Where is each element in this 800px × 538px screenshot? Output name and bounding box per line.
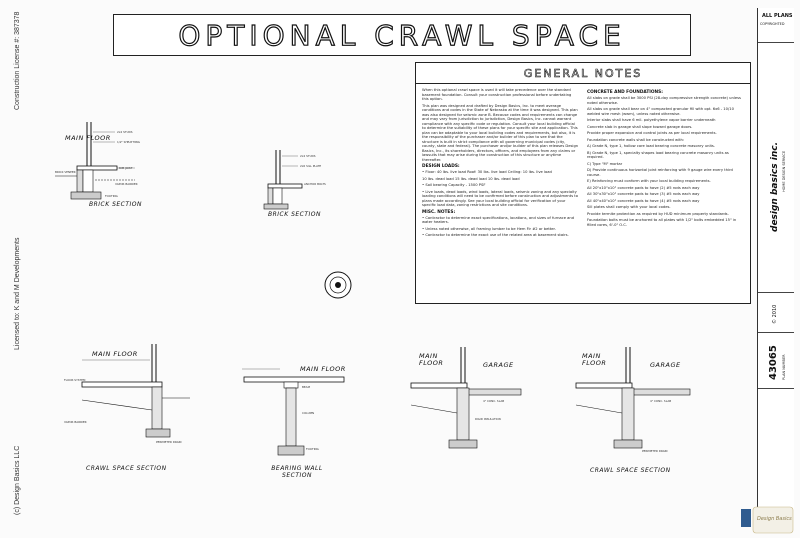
detail-5-callout-slab: 4" CONC. SLAB	[483, 399, 505, 403]
detail-3-callout-drain: PERIMETER DRAIN	[156, 440, 182, 444]
detail-1-callout-vapor: VAPOR BARRIER	[115, 182, 138, 186]
detail-5-callout-insulation: RIGID INSULATION	[475, 417, 501, 421]
right-paragraph-3: Interior slabs shall have 6 mil. polyethylene vapor barrier underneath	[587, 118, 716, 122]
right-paragraph-9: C) Type "M" mortar	[587, 161, 623, 166]
right-paragraph-17: Foundation bolts must be anchored to all plates with 1/2" bolts embedded 15" in filled cores, 6'-0" O.C.	[587, 218, 737, 227]
left-paragraph-8: • Contractor to determine exact specifications, locations, and sizes of furnace and water heaters.	[422, 215, 575, 224]
right-paragraph-14: All 40"x40"x10" concrete pads to have (4) #5 rods each way	[587, 198, 700, 203]
detail-4-title: BEARING WALL SECTION	[271, 465, 323, 479]
detail-3-callout-vapor: VAPOR BARRIER	[64, 420, 87, 424]
tb-all-plans: ALL PLANS	[762, 13, 793, 19]
right-paragraph-15: Sill plates shall comply with your local codes.	[587, 205, 671, 209]
tb-plan-label: PLAN NUMBER	[782, 354, 786, 380]
left-heading-2: DESIGN LOADS:	[422, 164, 460, 169]
detail-2-callout-studs: 2x4 STUDS	[300, 154, 316, 158]
right-paragraph-8: B) Grade N, type 1, specialty shapes load bearing concrete masonry units as required.	[587, 150, 729, 159]
right-paragraph-12: All 20"x10"x10" concrete pads to have (2) #5 rods each way	[587, 185, 700, 190]
detail-6-title: CRAWL SPACE SECTION	[590, 467, 671, 474]
right-paragraph-11: E) Reinforcing must conform with your local building requirements.	[587, 179, 711, 183]
detail-crawl-space-section-2	[570, 345, 700, 480]
detail-6-floor-label: MAIN FLOOR	[582, 352, 607, 367]
detail-3-callout-floor-system: FLOOR SYSTEM	[64, 378, 86, 382]
left-paragraph-5: • Soil bearing Capacity - 1500 PSF	[422, 183, 486, 187]
licensed-to-text: Licensed to: K and M Developments	[14, 237, 21, 350]
license-text: Construction License #: 387378	[14, 11, 21, 110]
detail-4-callout-footing: FOOTING	[306, 447, 319, 451]
detail-4-callout-column: COLUMN	[302, 411, 315, 415]
detail-4-callout-beam: BEAM	[302, 385, 311, 389]
tb-copyrighted: COPYRIGHTED	[760, 22, 785, 26]
detail-bearing-wall-section	[240, 355, 360, 485]
tb-year: © 2010	[772, 304, 778, 324]
detail-5-garage-label: GARAGE	[483, 361, 514, 369]
tb-firm-name: design basics inc.	[770, 142, 780, 232]
copyright-text: (c) Design Basics LLC	[14, 445, 21, 515]
detail-3-title: CRAWL SPACE SECTION	[86, 465, 167, 472]
firm-logo	[741, 505, 795, 535]
left-heading-7: MISC. NOTES:	[422, 209, 456, 215]
right-heading-0: CONCRETE AND FOUNDATIONS:	[587, 90, 663, 95]
sheet-title-box	[113, 14, 691, 56]
detail-2-title: BRICK SECTION	[268, 211, 322, 218]
right-paragraph-5: Provide proper expansion and control joints as per local requirements.	[587, 131, 717, 135]
seal-graphic	[323, 270, 353, 300]
detail-2-callout-anchor: ANCHOR BOLTS	[304, 182, 326, 186]
logo-text: Design Basics	[757, 516, 792, 522]
left-paragraph-1: This plan was designed and drafted by Design Basics, Inc. to meet average conditions and codes in the State of Nebraska at the time it was designed. This plan was also designed for seismic zone B. Because codes and requirements can change and may vary from jurisdiction to jurisdiction, Design Basics, Inc. cannot warrant compliance with any specific code or regulation. Consult your local building official to determine the suitability of these plans for your specific site and application. This plan can be adaptable to your local building codes and requirements, but also, it is the responsibility of the purchaser and/or builder of this plan to see that the structure is built in strict compliance with all governing municipal codes (city, county, state and federal). The purchaser and/or builder of this plan releases Design Basics, Inc., its shareholders, directors, officers, and employees from any claims or lawsuits that may arise during the construction of this structure or anytime thereafter.	[422, 103, 579, 162]
detail-crawl-space-section-1	[60, 340, 190, 480]
general-notes-heading: GENERAL NOTES	[523, 66, 643, 80]
tb-plan-number: 43065	[768, 345, 779, 380]
detail-5-floor-label: MAIN FLOOR	[419, 352, 444, 367]
tb-year-cell	[758, 292, 794, 333]
right-paragraph-10: D) Provide continuous horizontal joint reinforcing with 9 gauge wire every third course.	[587, 168, 733, 177]
notes-right-column	[587, 88, 744, 240]
detail-6-garage-label: GARAGE	[650, 361, 681, 369]
left-paragraph-6: • Live loads, dead loads, wind loads, lateral loads, seismic zoning and any specialty loading conditions will need to be confirmed before construction and adjustments to plans made accordingly. See your local building official for verification of your specific load data, zoning restrictions and site conditions.	[422, 189, 578, 207]
tb-firm-sub: HOME DESIGN SERVICE	[782, 150, 786, 192]
detail-1-floor-label: MAIN FLOOR	[65, 134, 111, 142]
right-paragraph-4: Concrete slab in garage shall slope toward garage doors.	[587, 124, 693, 129]
detail-brick-section-1	[55, 120, 170, 210]
general-notes-panel	[415, 62, 751, 304]
general-notes-body	[416, 84, 750, 244]
left-paragraph-0: When this optional crawl space is used it will take precedence over the standard basement foundation. Consult your construction professional before undertaking this option.	[422, 88, 572, 101]
detail-brick-section-2	[250, 148, 350, 223]
right-paragraph-6: Foundation concrete walls shall be constructed with:	[587, 137, 685, 142]
tb-all-plans-cell	[758, 8, 794, 43]
left-paragraph-4: 10 lbs. dead load 15 lbs. dead load 10 lbs. dead load	[422, 176, 520, 181]
architect-seal	[323, 270, 353, 300]
detail-1-callout-rim: RIM JOIST	[119, 166, 133, 170]
title-block	[757, 8, 794, 530]
right-paragraph-1: All slabs on grade shall be 3000 PSI (28-day compressive strength concrete) unless noted otherwise.	[587, 96, 741, 105]
detail-6-callout-slab: 4" CONC. SLAB	[650, 399, 672, 403]
right-paragraph-2: All slabs on grade shall bear on 4" compacted granular fill with opt. 6x6 - 10/10 welded wire mesh (wwm), unless noted otherwise.	[587, 107, 734, 116]
detail-1-callout-studs: 2x4 STUDS	[117, 130, 133, 134]
detail-3-floor-label: MAIN FLOOR	[92, 350, 138, 358]
tb-plan-cell	[758, 332, 794, 389]
tb-firm-cell	[758, 42, 794, 293]
detail-garage-section-1	[405, 345, 525, 475]
right-paragraph-13: All 30"x30"x10" concrete pads to have (3) #5 rods each way	[587, 192, 700, 196]
detail-6-callout-drain: PERIMETER DRAIN	[642, 449, 668, 453]
left-paragraph-9: • Unless noted otherwise, all framing lumber to be Hem Fir #2 or better.	[422, 226, 556, 231]
right-paragraph-7: A) Grade N, type 1, hollow core load bearing concrete masonry units.	[587, 144, 716, 148]
left-paragraph-10: • Contractor to determine the exact use of the related area at basement stairs.	[422, 233, 569, 237]
detail-1-callout-footing: FOOTING	[105, 194, 118, 198]
general-notes-header	[416, 63, 750, 84]
left-paragraph-3: • Floor: 40 lbs. live load Roof: 30 lbs. live load Ceiling: 10 lbs. live load	[422, 170, 552, 174]
detail-1-callout-sheathing: 1/2" SHEATHING	[117, 140, 140, 144]
detail-3-drawing	[60, 340, 190, 480]
detail-1-callout-brick: BRICK VENEER	[55, 170, 76, 174]
notes-left-column	[422, 88, 579, 240]
sheet-title: OPTIONAL CRAWL SPACE	[178, 18, 626, 52]
right-paragraph-16: Provide termite protection as required by HUD minimum property standards.	[587, 211, 729, 216]
detail-2-callout-sill: 2x6 SILL PLATE	[300, 164, 322, 168]
detail-4-floor-label: MAIN FLOOR	[300, 365, 346, 373]
detail-1-title: BRICK SECTION	[89, 201, 143, 208]
